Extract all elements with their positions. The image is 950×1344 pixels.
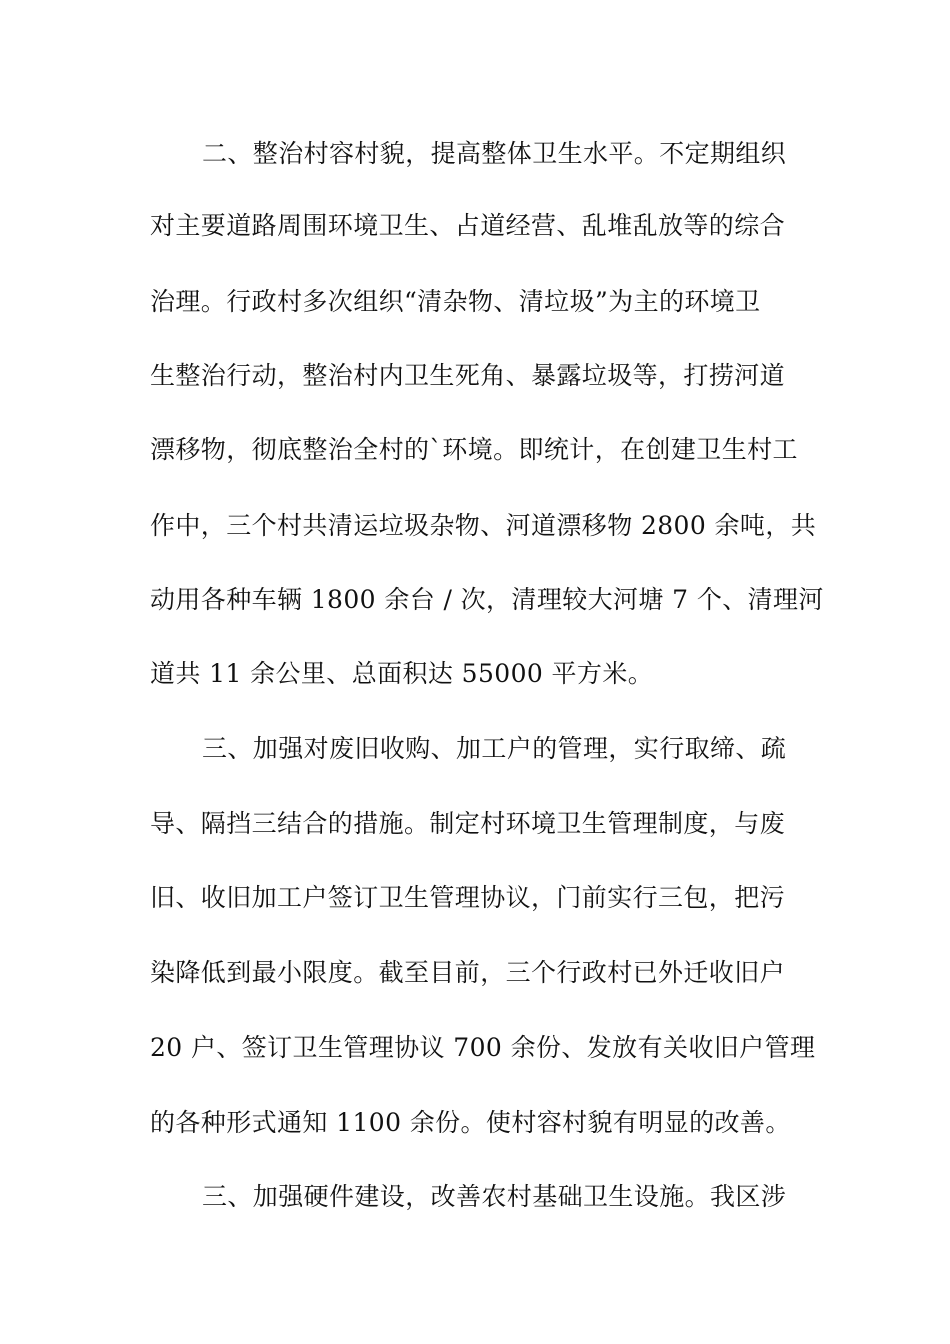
paragraph-2-line-7: 动用各种车辆 1800 余台 / 次，清理较大河塘 7 个、清理河 [150, 585, 824, 614]
paragraph-2-line-5: 漂移物，彻底整治全村的`环境。即统计，在创建卫生村工 [150, 435, 798, 464]
paragraph-3-line-3: 旧、收旧加工户签订卫生管理协议，门前实行三包，把污 [150, 883, 786, 912]
paragraph-2-line-4: 生整治行动，整治村内卫生死角、暴露垃圾等，打捞河道 [150, 361, 786, 390]
paragraph-2-line-1: 二、整治村容村貌，提高整体卫生水平。不定期组织 [202, 139, 787, 168]
paragraph-3-line-2: 导、隔挡三结合的措施。制定村环境卫生管理制度，与废 [150, 809, 786, 838]
paragraph-3-line-6: 的各种形式通知 1100 余份。使村容村貌有明显的改善。 [150, 1108, 791, 1137]
paragraph-2-line-2: 对主要道路周围环境卫生、占道经营、乱堆乱放等的综合 [150, 211, 786, 240]
paragraph-2-line-3: 治理。行政村多次组织“清杂物、清垃圾”为主的环境卫 [150, 287, 761, 316]
paragraph-2-line-8: 道共 11 余公里、总面积达 55000 平方米。 [150, 659, 654, 688]
paragraph-3-line-4: 染降低到最小限度。截至目前，三个行政村已外迁收旧户 [150, 958, 786, 987]
paragraph-3-line-1: 三、加强对废旧收购、加工户的管理，实行取缔、疏 [202, 734, 787, 763]
paragraph-4-line-1: 三、加强硬件建设，改善农村基础卫生设施。我区涉 [202, 1182, 787, 1211]
paragraph-3-line-5: 20 户、签订卫生管理协议 700 余份、发放有关收旧户管理 [150, 1033, 816, 1062]
paragraph-2-line-6: 作中，三个村共清运垃圾杂物、河道漂移物 2800 余吨，共 [150, 511, 817, 540]
